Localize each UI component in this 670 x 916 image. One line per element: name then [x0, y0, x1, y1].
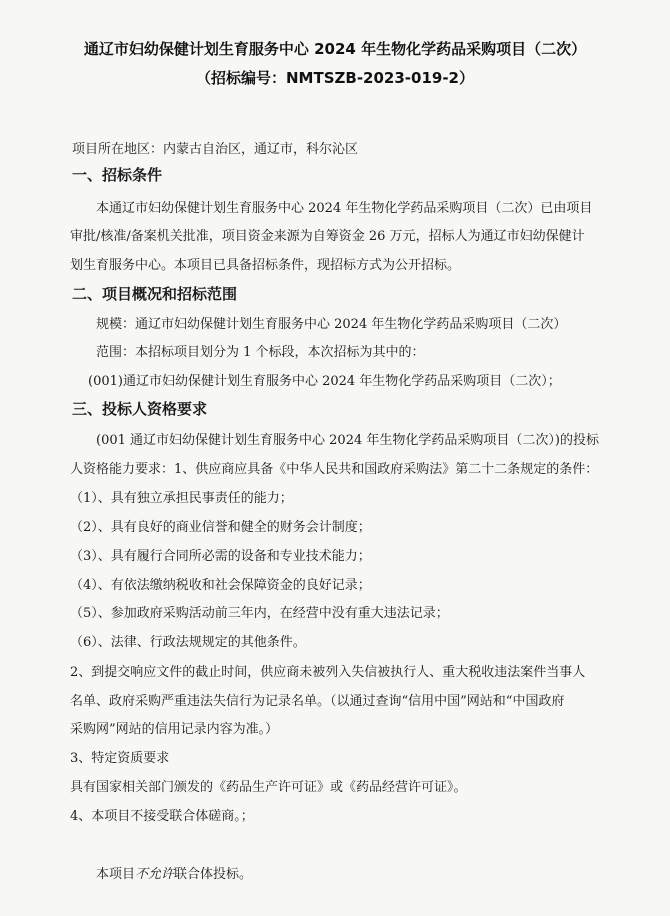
section-3-line: 名单、政府采购严重违法失信行为记录名单。（以通过查询“信用中国”网站和“中国政府 [70, 694, 565, 709]
footer-emphasis: 不允许 [135, 867, 175, 882]
section-3-line: 采购网”网站的信用记录内容为准。） [70, 722, 279, 737]
section-2-line: 范围：本招标项目划分为 1 个标段，本次招标为其中的： [96, 345, 425, 360]
section-3-line: 3、特定资质要求 [70, 751, 170, 766]
section-3-line: 2、到提交响应文件的截止时间，供应商未被列入失信被执行人、重大税收违法案件当事人 [70, 665, 586, 680]
section-3-heading: 三、投标人资格要求 [72, 400, 208, 418]
section-3-line: （3）、具有履行合同所必需的设备和专业技术能力； [70, 549, 371, 564]
footer-prefix: 本项目 [96, 867, 136, 882]
section-3-line: （4）、有依法缴纳税收和社会保障资金的良好记录； [70, 578, 371, 593]
section-3-line: （5）、参加政府采购活动前三年内，在经营中没有重大违法记录； [70, 606, 449, 621]
footer-note [96, 863, 252, 882]
section-3-line: (001 通辽市妇幼保健计划生育服务中心 2024 年生物化学药品采购项目（二次）)的投标 [96, 433, 599, 448]
section-3-line: （2）、具有良好的商业信誉和健全的财务会计制度； [70, 520, 371, 535]
section-2-heading: 二、项目概况和招标范围 [72, 285, 238, 303]
section-1-line: 划生育服务中心。本项目已具备招标条件，现招标方式为公开招标。 [70, 258, 461, 273]
section-2-line: (001)通辽市妇幼保健计划生育服务中心 2024 年生物化学药品采购项目（二次）； [88, 374, 561, 389]
document-title: 通辽市妇幼保健计划生育服务中心 2024 年生物化学药品采购项目（二次） [83, 40, 587, 58]
section-3-line: 4、本项目不接受联合体磋商。； [70, 809, 254, 824]
section-3-line: 人资格能力要求：1、供应商应具备《中华人民共和国政府采购法》第二十二条规定的条件： [70, 462, 599, 477]
footer-suffix: 联合体投标。 [174, 867, 253, 882]
tender-number: （招标编号：NMTSZB-2023-019-2） [196, 69, 474, 87]
section-3-line: 具有国家相关部门颁发的《药品生产许可证》或《药品经营许可证》。 [70, 780, 467, 795]
section-1-line: 本通辽市妇幼保健计划生育服务中心 2024 年生物化学药品采购项目（二次）已由项目 [96, 201, 593, 216]
section-3-line: （6）、法律、行政法规规定的其他条件。 [70, 635, 306, 650]
project-location: 项目所在地区：内蒙古自治区，通辽市，科尔沁区 [72, 142, 359, 157]
section-3-line: （1）、具有独立承担民事责任的能力； [70, 491, 293, 506]
section-2-line: 规模：通辽市妇幼保健计划生育服务中心 2024 年生物化学药品采购项目（二次） [96, 317, 567, 332]
section-1-heading: 一、招标条件 [72, 166, 163, 184]
section-1-line: 审批/核准/备案机关批准，项目资金来源为自筹资金 26 万元，招标人为通辽市妇幼保健计 [70, 229, 585, 244]
